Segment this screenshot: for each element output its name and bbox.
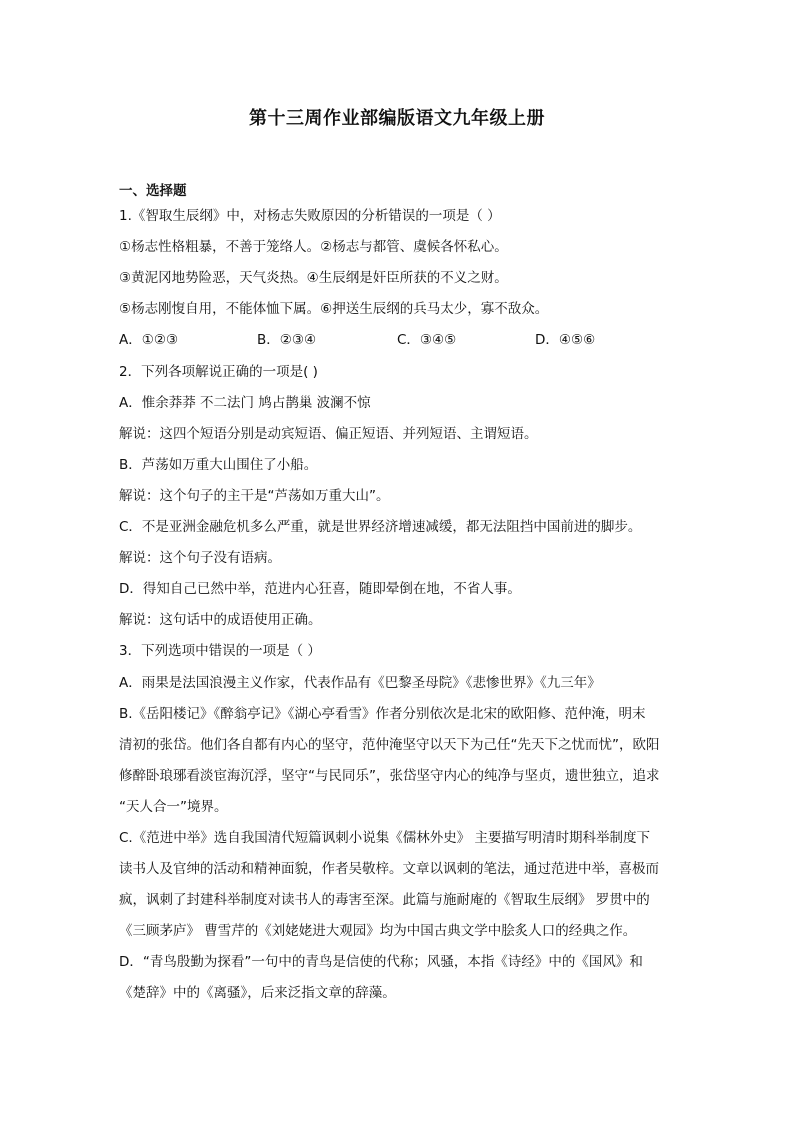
q2-line: 解说：这句话中的成语使用正确。	[119, 612, 322, 628]
q3-stem: 3．下列选项中错误的一项是（ ）	[119, 643, 321, 659]
q1-item: ③黄泥冈地势险恶，天气炎热。④生辰纲是奸臣所获的不义之财。	[119, 270, 508, 286]
section-heading: 一、选择题	[119, 183, 187, 199]
q1-option-d: D．④⑤⑥	[535, 332, 596, 348]
q1-item: ⑤杨志刚愎自用，不能体恤下属。⑥押送生辰纲的兵马太少，寡不敌众。	[119, 301, 549, 317]
q2-line: 解说：这个句子的主干是“芦荡如万重大山”。	[119, 488, 390, 504]
q1-item: ①杨志性格粗暴，不善于笼络人。②杨志与都管、虞候各怀私心。	[119, 239, 508, 255]
q3-line: 《楚辞》中的《离骚》，后来泛指文章的辞藻。	[119, 985, 396, 1001]
q2-line: B．芦荡如万重大山围住了小船。	[119, 457, 318, 473]
q2-line: D．得知自己已然中举，范进内心狂喜，随即晕倒在地，不省人事。	[119, 581, 521, 597]
q3-line: 修醉卧琅琊看淡宦海沉浮，坚守“与民同乐”，张岱坚守内心的纯净与坚贞，遗世独立，追求	[119, 768, 660, 784]
q1-stem: 1.《智取生辰纲》中，对杨志失败原因的分析错误的一项是（ ）	[119, 208, 501, 224]
q3-line: 清初的张岱。他们各自都有内心的坚守，范仲淹坚守以天下为己任“先天下之忧而忧”，欧阳	[119, 737, 660, 753]
q3-line: C.《范进中举》选自我国清代短篇讽刺小说集《儒林外史》 主要描写明清时期科举制度下	[119, 830, 651, 846]
q3-line: A．雨果是法国浪漫主义作家，代表作品有《巴黎圣母院》《悲惨世界》《九三年》	[119, 675, 601, 691]
q3-line: 《三顾茅庐》 曹雪芹的《刘姥姥进大观园》均为中国古典文学中脍炙人口的经典之作。	[119, 923, 637, 939]
q1-option-b: B．②③④	[257, 332, 317, 348]
q2-line: 解说：这个句子没有语病。	[119, 550, 281, 566]
q2-line: A．惟余莽莽 不二法门 鸠占鹊巢 波澜不惊	[119, 395, 371, 411]
q2-line: C．不是亚洲金融危机多么严重，就是世界经济增速减缓，都无法阻挡中国前进的脚步。	[119, 519, 642, 535]
q3-line: 疯，讽刺了封建科举制度对读书人的毒害至深。此篇与施耐庵的《智取生辰纲》 罗贯中的	[119, 892, 650, 908]
q2-stem: 2．下列各项解说正确的一项是( )	[119, 364, 318, 380]
q3-line: 读书人及官绅的活动和精神面貌，作者吴敬梓。文章以讽刺的笔法，通过范进中举，喜极而	[119, 861, 659, 877]
q2-line: 解说：这四个短语分别是动宾短语、偏正短语、并列短语、主谓短语。	[119, 426, 538, 442]
q3-line: B.《岳阳楼记》《醉翁亭记》《湖心亭看雪》作者分别依次是北宋的欧阳修、范仲淹，明末	[119, 706, 646, 722]
q1-options	[119, 330, 679, 350]
q3-line: “天人合一”境界。	[119, 799, 228, 815]
page-title: 第十三周作业部编版语文九年级上册	[249, 108, 545, 129]
q1-option-a: A．①②③	[119, 332, 179, 348]
q1-option-c: C．③④⑤	[397, 332, 457, 348]
q3-line: D．“青鸟殷勤为探看”一句中的青鸟是信使的代称；风骚，本指《诗经》中的《国风》和	[119, 954, 643, 970]
